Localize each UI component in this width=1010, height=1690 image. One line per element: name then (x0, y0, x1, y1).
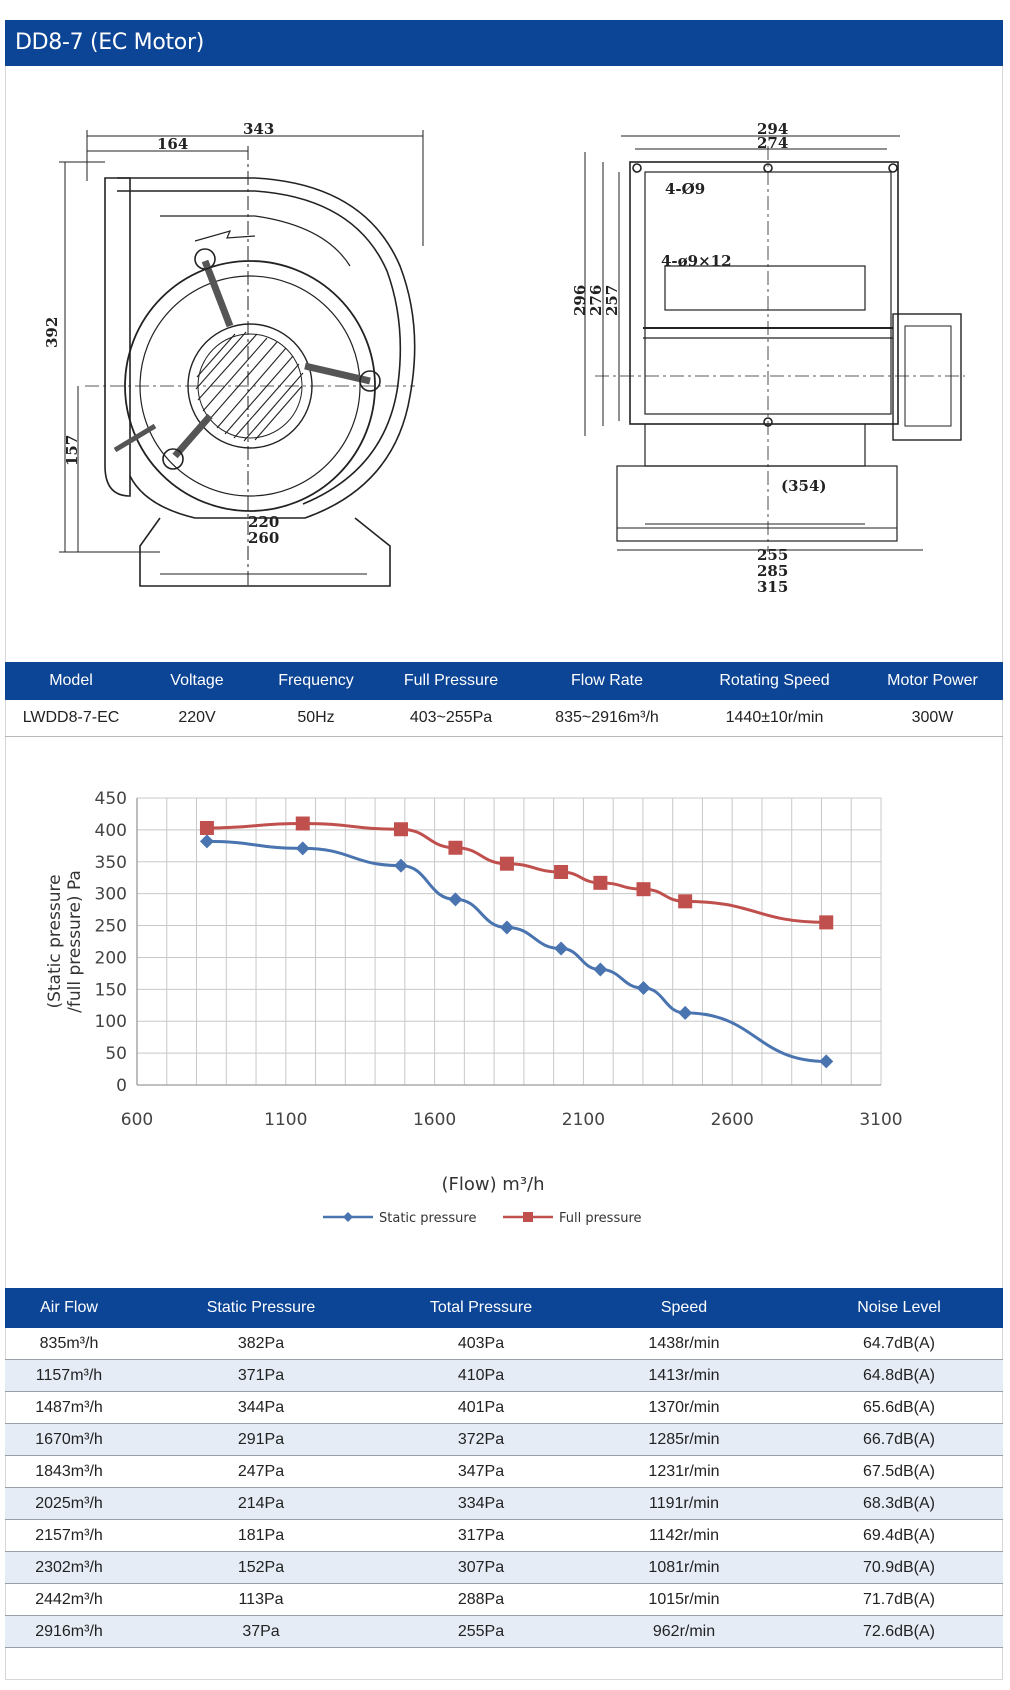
data-point-full-pressure (819, 915, 833, 929)
spec-header-full-pressure: Full Pressure (403, 672, 499, 689)
cell-air-flow: 2442m³/h (35, 1591, 103, 1608)
cell-noise-level: 67.5dB(A) (862, 1463, 936, 1480)
cell-speed: 1413r/min (648, 1367, 720, 1384)
cell-speed: 1231r/min (648, 1463, 720, 1480)
cell-total-pressure: 307Pa (457, 1559, 505, 1576)
series-line-full (207, 824, 826, 923)
x-tick-label: 3100 (859, 1110, 903, 1130)
dim-260: 260 (248, 529, 280, 547)
spec-header-flow-rate: Flow Rate (570, 672, 644, 689)
table-row (5, 1456, 1003, 1488)
cell-total-pressure: 410Pa (457, 1367, 505, 1384)
cell-speed: 1191r/min (649, 1495, 719, 1512)
cell-static-pressure: 37Pa (242, 1623, 280, 1640)
technical-drawing (5, 66, 1003, 660)
perf-header-air-flow: Air Flow (40, 1299, 98, 1316)
cell-air-flow: 1157m³/h (35, 1367, 103, 1384)
spec-full-pressure: 403~255Pa (409, 709, 493, 726)
cell-static-pressure: 214Pa (237, 1495, 285, 1512)
x-tick-label: 1100 (264, 1110, 308, 1130)
cell-air-flow: 835m³/h (39, 1335, 99, 1352)
chart-x-axis-label: (Flow) m³/h (441, 1174, 545, 1195)
spec-header-voltage: Voltage (170, 672, 224, 689)
spec-header-rotating-speed: Rotating Speed (719, 672, 830, 689)
legend-marker-square (523, 1212, 533, 1222)
spec-model: LWDD8-7-EC (22, 709, 120, 726)
x-tick-label: 2100 (561, 1110, 606, 1130)
table-row (5, 1520, 1003, 1552)
right-view-dimensions (571, 120, 827, 596)
cell-total-pressure: 372Pa (457, 1431, 505, 1448)
cell-total-pressure: 317Pa (457, 1527, 505, 1544)
chart-series (200, 817, 833, 1069)
cell-static-pressure: 382Pa (237, 1335, 285, 1352)
series-line-static (207, 841, 826, 1061)
data-point-full-pressure (637, 882, 651, 896)
right-view-drawing (585, 136, 965, 552)
cell-noise-level: 72.6dB(A) (862, 1623, 936, 1640)
dim-255: 255 (757, 546, 789, 564)
table-row (5, 1616, 1003, 1648)
dim-274: 274 (757, 134, 789, 152)
data-point-full-pressure (500, 857, 514, 871)
table-row (5, 1392, 1003, 1424)
data-point-static-pressure (200, 834, 214, 848)
dim-164: 164 (157, 135, 189, 153)
cell-static-pressure: 152Pa (237, 1559, 285, 1576)
table-row (5, 1424, 1003, 1456)
dim-285: 285 (757, 562, 789, 580)
dim-294: 294 (757, 120, 789, 138)
dim-354: (354) (781, 477, 827, 495)
cell-static-pressure: 371Pa (237, 1367, 285, 1384)
hole-label-1: 4-Ø9 (665, 180, 706, 198)
data-point-static-pressure (593, 963, 607, 977)
spec-rotating-speed: 1440±10r/min (725, 709, 824, 726)
data-point-static-pressure (637, 981, 651, 995)
cell-total-pressure: 347Pa (457, 1463, 505, 1480)
cell-noise-level: 64.7dB(A) (862, 1335, 936, 1352)
cell-total-pressure: 401Pa (457, 1399, 505, 1416)
cell-air-flow: 1487m³/h (35, 1399, 103, 1416)
perf-table-header (5, 1288, 1003, 1328)
cell-total-pressure: 255Pa (457, 1623, 505, 1640)
data-point-full-pressure (448, 841, 462, 855)
cell-static-pressure: 291Pa (237, 1431, 285, 1448)
chart-y-axis-label (45, 870, 85, 1013)
perf-header-speed: Speed (660, 1299, 708, 1316)
y-tick-label: 350 (94, 852, 127, 873)
data-point-static-pressure (554, 942, 568, 956)
legend-marker-diamond (343, 1212, 353, 1222)
data-point-full-pressure (394, 822, 408, 836)
table-row (5, 1360, 1003, 1392)
chart-legend (323, 1211, 642, 1226)
y-label-line-1: (Static pressure (45, 874, 65, 1009)
x-tick-label: 2600 (710, 1110, 754, 1130)
dim-315: 315 (757, 578, 789, 596)
table-row (5, 1488, 1003, 1520)
cell-air-flow: 2025m³/h (35, 1495, 103, 1512)
perf-header-total-pressure: Total Pressure (429, 1299, 533, 1316)
chart-grid (137, 798, 881, 1085)
cell-noise-level: 68.3dB(A) (862, 1495, 936, 1512)
y-tick-label: 0 (116, 1076, 127, 1096)
data-point-full-pressure (296, 817, 310, 831)
spec-flow-rate: 835~2916m³/h (555, 709, 659, 726)
dim-220: 220 (248, 513, 280, 531)
cell-static-pressure: 181Pa (237, 1527, 285, 1544)
spec-header-motor-power: Motor Power (887, 672, 978, 689)
spec-table-row (5, 700, 1003, 737)
cell-noise-level: 66.7dB(A) (862, 1431, 936, 1448)
cell-noise-level: 69.4dB(A) (862, 1527, 936, 1544)
spec-table-header (5, 662, 1003, 700)
cell-speed: 1285r/min (648, 1431, 720, 1448)
table-row (5, 1328, 1003, 1360)
dim-392: 392 (43, 316, 61, 348)
data-point-full-pressure (554, 865, 568, 879)
data-point-full-pressure (200, 821, 214, 835)
data-point-static-pressure (448, 892, 462, 906)
spec-voltage: 220V (178, 709, 216, 726)
legend-label: Full pressure (559, 1211, 642, 1226)
cell-speed: 962r/min (652, 1623, 716, 1640)
cell-speed: 1370r/min (648, 1399, 720, 1416)
table-row (5, 1584, 1003, 1616)
cell-air-flow: 1670m³/h (35, 1431, 103, 1448)
cell-static-pressure: 113Pa (238, 1591, 284, 1608)
cell-static-pressure: 344Pa (237, 1399, 285, 1416)
data-point-static-pressure (394, 859, 408, 873)
y-tick-label: 150 (94, 980, 127, 1001)
cell-static-pressure: 247Pa (237, 1463, 285, 1480)
spec-header-frequency: Frequency (278, 672, 354, 689)
y-tick-label: 50 (105, 1044, 127, 1065)
y-tick-label: 200 (94, 948, 127, 969)
cell-total-pressure: 288Pa (457, 1591, 505, 1608)
x-tick-label: 1600 (412, 1110, 457, 1130)
y-tick-label: 100 (94, 1012, 127, 1033)
hole-label-2: 4-ø9×12 (661, 252, 732, 270)
title-bar (5, 20, 1003, 66)
spec-frequency: 50Hz (297, 709, 335, 726)
perf-header-noise-level: Noise Level (857, 1299, 941, 1316)
legend-label: Static pressure (379, 1211, 477, 1226)
cell-speed: 1081r/min (648, 1559, 720, 1576)
x-tick-label: 600 (120, 1110, 154, 1130)
cell-speed: 1438r/min (648, 1335, 720, 1352)
data-point-full-pressure (593, 876, 607, 890)
page-title: DD8-7 (EC Motor) (15, 30, 204, 55)
cell-noise-level: 64.8dB(A) (862, 1367, 936, 1384)
cell-total-pressure: 403Pa (457, 1335, 505, 1352)
y-tick-label: 250 (94, 916, 127, 937)
y-tick-label: 400 (94, 820, 127, 841)
y-label-line-2: /full pressure) Pa (65, 870, 85, 1013)
y-tick-label: 300 (94, 884, 127, 905)
perf-header-static-pressure: Static Pressure (206, 1299, 316, 1316)
spec-header-model: Model (49, 672, 93, 689)
data-point-static-pressure (500, 920, 514, 934)
cell-speed: 1142r/min (649, 1527, 719, 1544)
dim-276: 276 (587, 284, 605, 316)
dim-296: 296 (571, 284, 589, 316)
data-point-full-pressure (678, 894, 692, 908)
cell-total-pressure: 334Pa (457, 1495, 505, 1512)
cell-air-flow: 2157m³/h (35, 1527, 103, 1544)
cell-speed: 1015r/min (648, 1591, 720, 1608)
cell-noise-level: 65.6dB(A) (862, 1399, 936, 1416)
dim-157: 157 (63, 434, 81, 466)
table-row (5, 1552, 1003, 1584)
dim-343: 343 (243, 120, 275, 138)
data-point-static-pressure (296, 841, 310, 855)
cell-air-flow: 1843m³/h (35, 1463, 103, 1480)
y-tick-label: 450 (94, 789, 127, 809)
cell-noise-level: 71.7dB(A) (862, 1591, 936, 1608)
performance-chart (5, 760, 1003, 1240)
perf-table-body (5, 1328, 1003, 1648)
cell-air-flow: 2302m³/h (35, 1559, 103, 1576)
spec-motor-power: 300W (911, 709, 954, 726)
cell-noise-level: 70.9dB(A) (862, 1559, 936, 1576)
left-view-drawing (59, 130, 423, 586)
cell-air-flow: 2916m³/h (35, 1623, 103, 1640)
data-point-static-pressure (678, 1006, 692, 1020)
dim-257: 257 (603, 284, 621, 316)
